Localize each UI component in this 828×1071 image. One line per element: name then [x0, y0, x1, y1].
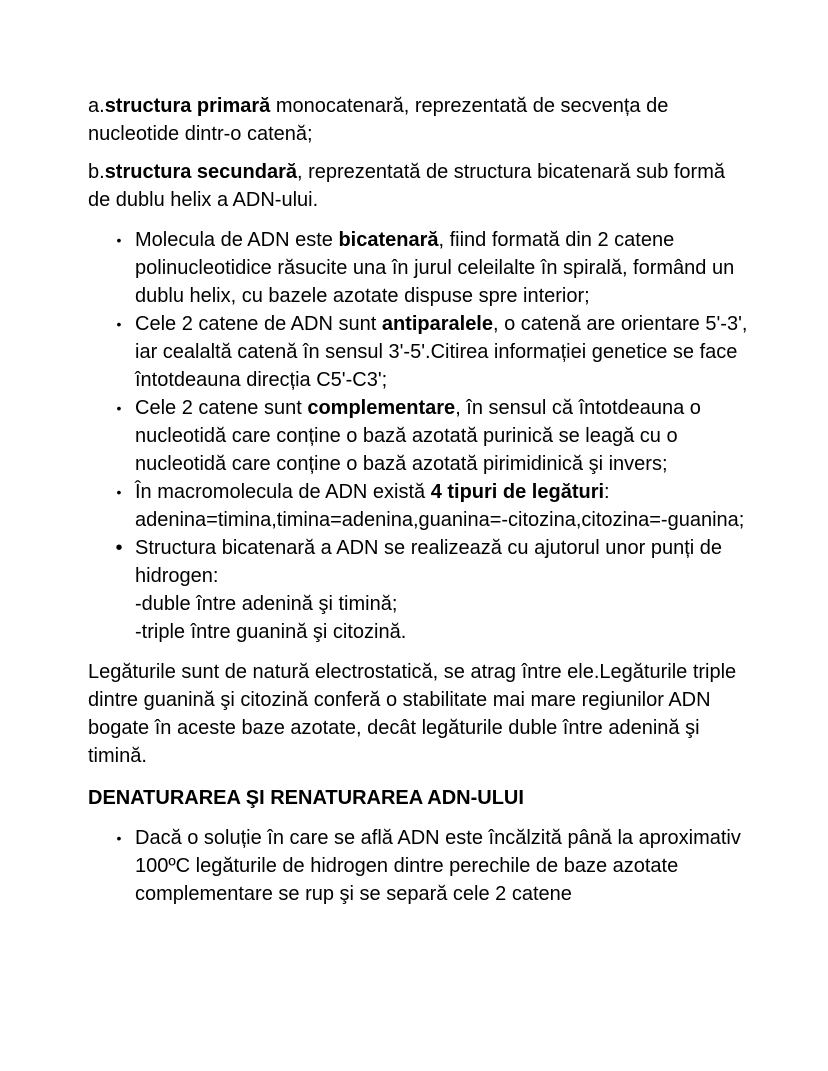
- item-bold: 4 tipuri de legături: [430, 481, 605, 503]
- item-text: Cele 2 catene de ADN sunt: [135, 313, 382, 335]
- list-item: [88, 226, 748, 310]
- list-item: [88, 534, 748, 646]
- item-text: În macromolecula de ADN există: [135, 481, 431, 503]
- paragraph-text: monocatenară, reprezentată de secvența de nucleotide dintr-o catenă;: [88, 95, 669, 145]
- item-subline-triple: -triple între guanină şi citozină.: [135, 621, 407, 643]
- item-text: , o catenă are orientare 5'-3', iar cealaltă catenă în sensul 3'-5'.Citirea informației genetice se face întotdeauna direcția C5'-C3';: [135, 313, 748, 391]
- item-bold: bicatenară: [338, 229, 439, 251]
- paragraph-prefix: a.: [88, 95, 105, 117]
- bullet-icon: •: [116, 400, 122, 416]
- bullet-icon: •: [116, 484, 122, 500]
- denaturation-list: [88, 824, 748, 908]
- bullet-icon: •: [116, 232, 122, 248]
- paragraph-secondary-structure: [88, 158, 748, 214]
- paragraph-text: , reprezentată de structura bicatenară sub formă de dublu helix a ADN-ului.: [88, 161, 725, 211]
- item-text: , fiind formată din 2 catene polinucleotidice răsucite una în jurul celeilalte în spirală, formând un dublu helix, cu bazele azotate dispuse spre interior;: [135, 229, 735, 307]
- list-item: [88, 824, 748, 908]
- item-text: Molecula de ADN este: [135, 229, 339, 251]
- document-page: [88, 92, 748, 920]
- section-heading: DENATURAREA ŞI RENATURAREA ADN-ULUI: [88, 787, 524, 809]
- bullet-icon: •: [115, 537, 123, 559]
- item-text: Dacă o soluție în care se află ADN este încălzită până la aproximativ 100ºC legăturile de hidrogen dintre perechile de baze azotate complementare se rup şi se separă cele 2 catene: [135, 827, 741, 905]
- item-text: Structura bicatenară a ADN se realizează cu ajutorul unor punți de hidrogen:: [135, 537, 723, 587]
- term-primary-structure: structura primară: [104, 95, 271, 117]
- dna-properties-list: [88, 226, 748, 646]
- paragraph-primary-structure: [88, 92, 748, 148]
- item-text: , în sensul că întotdeauna o nucleotidă care conține o bază azotată purinică se leagă cu o nucleotidă care conține o bază azotată pirimidinică şi invers;: [135, 397, 701, 475]
- bullet-icon: •: [116, 830, 122, 846]
- paragraph-prefix: b.: [88, 161, 105, 183]
- item-bold: complementare: [307, 397, 456, 419]
- list-item: [88, 478, 748, 534]
- bullet-icon: •: [116, 316, 122, 332]
- item-subline-double: -duble între adenină şi timină;: [135, 593, 398, 615]
- paragraph-bond-nature: Legăturile sunt de natură electrostatică, se atrag între ele.Legăturile triple dintre guanină şi citozină conferă o stabilitate mai mare regiunilor ADN bogate în aceste baze azotate, decât legăturile duble între adenină şi timină.: [88, 661, 737, 767]
- list-item: [88, 394, 748, 478]
- term-secondary-structure: structura secundară: [104, 161, 297, 183]
- list-item: [88, 310, 748, 394]
- item-text: Cele 2 catene sunt: [135, 397, 308, 419]
- item-text: : adenina=timina,timina=adenina,guanina=-citozina,citozina=-guanina;: [135, 481, 745, 531]
- item-bold: antiparalele: [381, 313, 493, 335]
